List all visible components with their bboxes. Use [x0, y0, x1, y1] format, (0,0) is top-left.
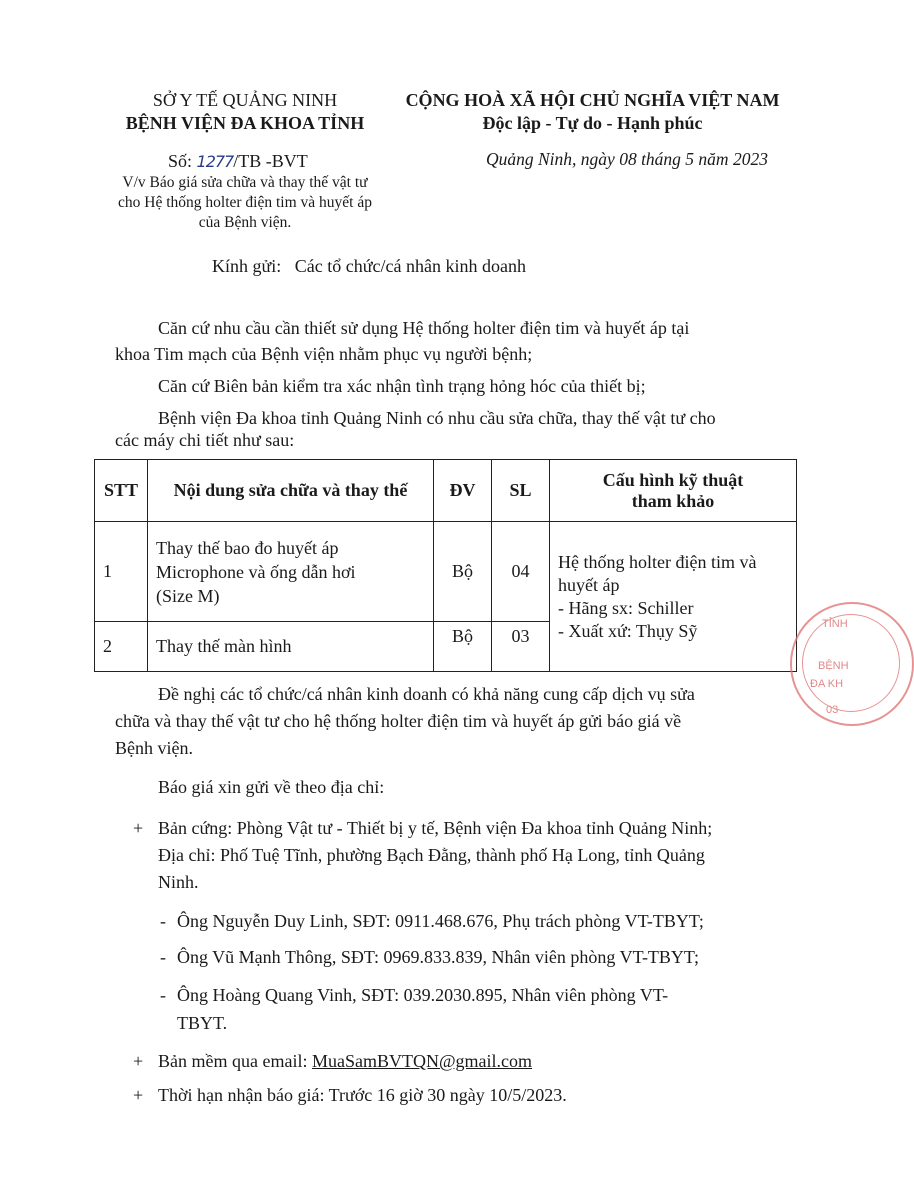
official-stamp — [790, 602, 914, 726]
row-stt: 2 — [95, 622, 148, 672]
request-line: Bệnh viện. — [115, 738, 193, 758]
recipient-value: Các tổ chức/cá nhân kinh doanh — [294, 256, 526, 276]
contact-line: Ông Nguyễn Duy Linh, SĐT: 0911.468.676, Phụ trách phòng VT-TBYT; — [177, 911, 704, 931]
stamp-text: ĐA KH — [810, 678, 844, 690]
table-header-row — [95, 460, 797, 522]
document-subject — [95, 173, 395, 233]
spec-line: - Xuất xứ: Thụy Sỹ — [558, 620, 698, 641]
hard-copy-bullet: + — [133, 818, 144, 838]
spec-line: - Hãng sx: Schiller — [558, 597, 694, 618]
subject-line: cho Hệ thống holter điện tim và huyết áp — [118, 194, 372, 211]
table-row — [95, 522, 797, 622]
request-line: Đề nghị các tổ chức/cá nhân kinh doanh có khả năng cung cấp dịch vụ sửa — [158, 684, 695, 704]
stamp-inner-ring — [802, 614, 900, 712]
soft-copy-line — [158, 1051, 532, 1072]
header-spec-line: Cấu hình kỹ thuật — [602, 469, 744, 490]
contact-dash: - — [160, 985, 166, 1005]
contact-dash: - — [160, 911, 166, 931]
department-name: SỞ Y TẾ QUẢNG NINH — [152, 90, 338, 110]
row-content — [148, 522, 434, 622]
spec-line: Hệ thống holter điện tim và — [558, 551, 757, 572]
recipient-label: Kính gửi: — [212, 256, 282, 276]
contact-dash: - — [160, 947, 166, 967]
contact-line: TBYT. — [177, 1013, 228, 1033]
subject-line: của Bệnh viện. — [198, 214, 292, 231]
stamp-text: 03 — [826, 704, 839, 716]
spec-line: huyết áp — [558, 574, 620, 595]
header-content: Nội dung sửa chữa và thay thế — [148, 460, 434, 522]
deadline-text: Thời hạn nhận báo giá: Trước 16 giờ 30 ngày 10/5/2023. — [158, 1085, 567, 1105]
contact-line: Ông Vũ Mạnh Thông, SĐT: 0969.833.839, Nhân viên phòng VT-TBYT; — [177, 947, 699, 967]
hard-copy-line: Địa chỉ: Phố Tuệ Tĩnh, phường Bạch Đằng, thành phố Hạ Long, tỉnh Quảng — [158, 845, 705, 865]
deadline-bullet: + — [133, 1085, 144, 1105]
stamp-text: BỆNH — [818, 660, 849, 672]
hospital-name: BỆNH VIỆN ĐA KHOA TỈNH — [125, 113, 365, 133]
national-motto: Độc lập - Tự do - Hạnh phúc — [482, 113, 703, 133]
header-qty: SL — [492, 460, 550, 522]
subject-line: V/v Báo giá sửa chữa và thay thế vật tư — [122, 174, 368, 191]
soft-copy-label: Bản mềm qua email: — [158, 1051, 312, 1071]
content-line: (Size M) — [156, 585, 220, 606]
email-link[interactable]: MuaSamBVTQN@gmail.com — [311, 1051, 533, 1071]
country-name: CỘNG HOÀ XÃ HỘI CHỦ NGHĨA VIỆT NAM — [405, 90, 780, 110]
header-stt: STT — [95, 460, 148, 522]
header-unit: ĐV — [434, 460, 492, 522]
row-unit: Bộ — [434, 522, 492, 622]
row-stt: 1 — [95, 522, 148, 622]
document-number — [168, 149, 308, 174]
paragraph-basis-line: khoa Tim mạch của Bệnh viện nhằm phục vụ người bệnh; — [115, 344, 533, 364]
content-line: Thay thế màn hình — [156, 636, 292, 656]
row-qty: 03 — [492, 622, 550, 672]
doc-no-prefix: Số: — [168, 151, 193, 171]
doc-no-handwritten: 1277 — [196, 152, 234, 171]
paragraph-inspection: Căn cứ Biên bản kiểm tra xác nhận tình trạng hỏng hóc của thiết bị; — [158, 376, 646, 396]
row-content — [148, 622, 434, 672]
stamp-text: TỈNH — [822, 618, 848, 630]
row-qty: 04 — [492, 522, 550, 622]
content-line: Thay thế bao đo huyết áp — [156, 537, 339, 558]
header-spec-line: tham khảo — [631, 490, 715, 511]
header-spec — [550, 460, 797, 522]
issue-date: Quảng Ninh, ngày 08 tháng 5 năm 2023 — [486, 149, 768, 169]
contact-line: Ông Hoàng Quang Vinh, SĐT: 039.2030.895, Nhân viên phòng VT- — [177, 985, 669, 1005]
recipient — [212, 256, 526, 277]
row-unit: Bộ — [434, 622, 492, 672]
request-line: chữa và thay thế vật tư cho hệ thống holter điện tim và huyết áp gửi báo giá về — [115, 711, 682, 731]
paragraph-basis-line: Căn cứ nhu cầu cần thiết sử dụng Hệ thống holter điện tim và huyết áp tại — [158, 318, 690, 338]
hard-copy-line: Bản cứng: Phòng Vật tư - Thiết bị y tế, Bệnh viện Đa khoa tỉnh Quảng Ninh; — [158, 818, 713, 838]
hard-copy-line: Ninh. — [158, 872, 199, 892]
row-spec — [550, 522, 797, 672]
paragraph-need-line: Bệnh viện Đa khoa tỉnh Quảng Ninh có nhu cầu sửa chữa, thay thế vật tư cho — [158, 408, 716, 428]
repair-items-table — [94, 459, 797, 672]
doc-no-suffix: /TB -BVT — [233, 151, 308, 171]
paragraph-need-line: các máy chi tiết như sau: — [115, 430, 295, 450]
soft-copy-bullet: + — [133, 1051, 144, 1071]
content-line: Microphone và ống dẫn hơi — [156, 561, 356, 582]
address-intro: Báo giá xin gửi về theo địa chỉ: — [158, 777, 385, 797]
